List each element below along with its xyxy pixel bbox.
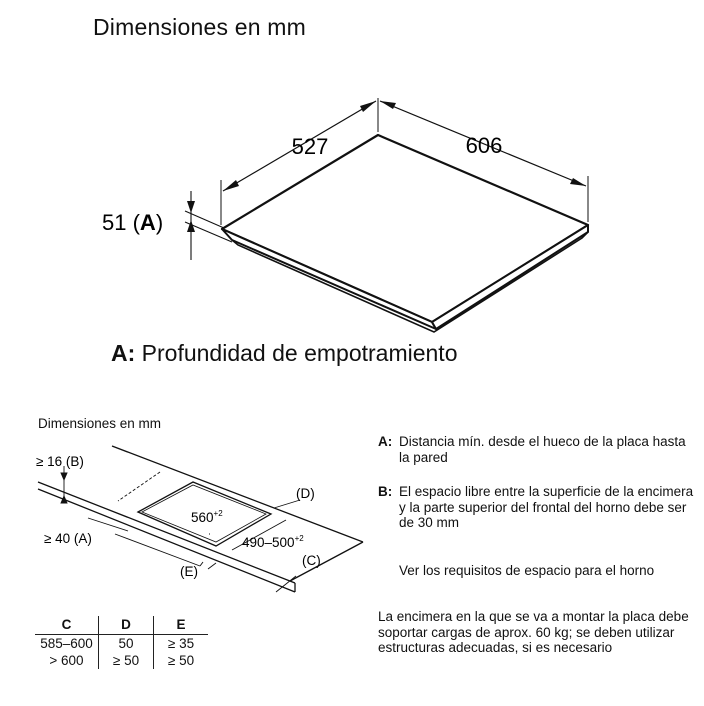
table-header-row (35, 616, 208, 635)
note-oven: Ver los requisitos de espacio para el horno (399, 563, 655, 578)
label-cutout-width: $560^{+2}$ (191, 509, 223, 525)
table-header: D (99, 616, 154, 635)
table-header: C (35, 616, 99, 635)
width-label: 606 (465, 133, 503, 158)
table-cell: ≥ 50 (99, 652, 154, 669)
depth-label: 527 (291, 134, 329, 159)
clearance-table (35, 616, 208, 669)
table-row (35, 652, 208, 669)
top-title: Dimensiones en mm (93, 14, 307, 40)
bottom-title: Dimensiones en mm (38, 416, 162, 431)
hob-dimension-diagram (0, 0, 704, 340)
subtitle: A: Profundidad de empotramiento (111, 340, 458, 366)
height-label: 51 (A) (102, 210, 164, 235)
label-e: (E) (180, 564, 198, 579)
label-d: (D) (296, 486, 315, 501)
label-cutout-depth: $490-500^{+2}$ (242, 534, 304, 550)
table-row (35, 635, 208, 653)
height-dimension-line (185, 191, 232, 260)
table-cell: ≥ 50 (154, 652, 209, 669)
table-header: E (154, 616, 209, 635)
table-cell: ≥ 35 (154, 635, 209, 653)
table-cell: 585–600 (40, 636, 93, 651)
label-c: (C) (302, 553, 321, 568)
label-b-clearance: ≥ 16 (B) (36, 454, 84, 469)
table-cell: > 600 (49, 653, 84, 668)
label-a-clearance: ≥ 40 (A) (44, 531, 92, 546)
table-cell: 50 (99, 635, 154, 653)
note-load: La encimera en la que se va a montar la placa debe soportar cargas de aprox. 60 kg; se deben utilizar estructuras adecuadas, si es necesario (378, 609, 689, 655)
cutout-diagram (0, 430, 370, 610)
